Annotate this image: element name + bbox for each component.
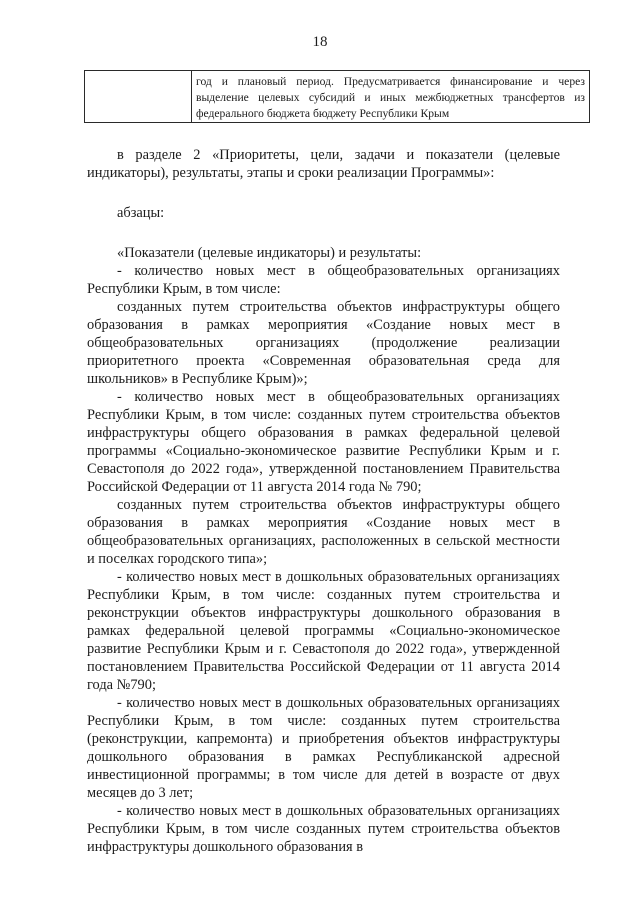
document-body — [87, 146, 560, 856]
list-item: созданных путем строительства объектов инфраструктуры общего образования в рамках мероприятия «Создание новых мест в общеобразовательных организациях, расположенных в сельской местности и поселках городского типа»; — [87, 497, 560, 567]
section-intro: в разделе 2 «Приоритеты, цели, задачи и показатели (целевые индикаторы), результаты, этапы и сроки реализации Программы»: — [87, 147, 560, 181]
list-item: - количество новых мест в общеобразовательных организациях Республики Крым, в том числе: — [87, 263, 560, 297]
continuation-table — [84, 70, 590, 123]
list-item: - количество новых мест в дошкольных образовательных организациях Республики Крым, в том числе созданных путем строительства объектов инфраструктуры дошкольного образования в — [87, 803, 560, 855]
list-item: - количество новых мест в дошкольных образовательных организациях Республики Крым, в том числе: созданных путем строительства (реконструкции, капремонта) и приобретения объектов инфраструктуры дошкольного образования в рамках Республиканской адресной инвестиционной программы; в том числе для детей в возрасте от двух месяцев до 3 лет; — [87, 695, 560, 801]
indicators-heading: «Показатели (целевые индикаторы) и результаты: — [117, 245, 422, 261]
paragraphs-label: абзацы: — [117, 205, 165, 221]
list-item: - количество новых мест в дошкольных образовательных организациях Республики Крым, в том числе: созданных путем строительства и реконструкции объектов инфраструктуры дошкольного образования в рамках федеральной целевой программы «Социально-экономическое развитие Республики Крым и г. Севастополя до 2022 года», утвержденной постановлением Правительства Российской Федерации от 11 августа 2014 года №790; — [87, 569, 560, 693]
list-item: - количество новых мест в общеобразовательных организациях Республики Крым, в том числе: созданных путем строительства объектов инфраструктуры общего образования в рамках федеральной целевой программы «Социально-экономическое развитие Республики Крым и г. Севастополя до 2022 года», утвержденной постановлением Правительства Российской Федерации от 11 августа 2014 года № 790; — [87, 389, 560, 495]
table-text-cell: год и плановый период. Предусматривается финансирование и через выделение целевых субсидий и иных межбюджетных трансфертов из федерального бюджета бюджету Республики Крым — [192, 71, 590, 123]
list-item: созданных путем строительства объектов инфраструктуры общего образования в рамках мероприятия «Создание новых мест в общеобразовательных организациях (продолжение реализации приоритетного проекта «Современная образовательная среда для школьников» в Республике Крым)»; — [87, 299, 560, 387]
table-empty-cell — [85, 71, 192, 123]
page-number: 18 — [312, 34, 328, 50]
